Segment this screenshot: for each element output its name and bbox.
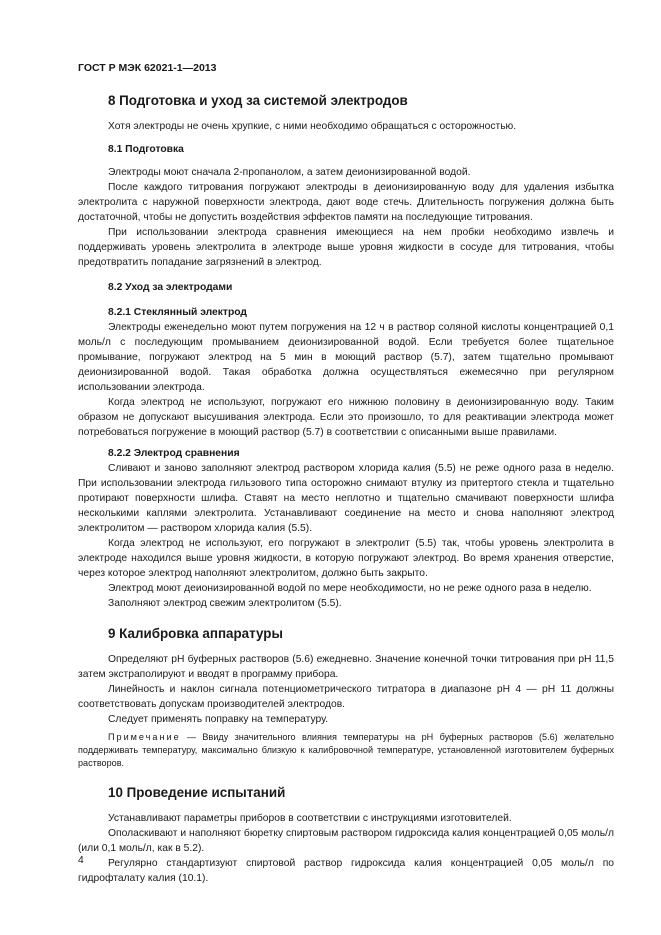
section-8-1-paragraph: Электроды моют сначала 2-пропанолом, а затем деионизированной водой. (108, 167, 471, 178)
section-8-intro: Хотя электроды не очень хрупкие, с ними необходимо обращаться с осторожностью. (108, 121, 517, 132)
section-8-2-2-paragraph: Когда электрод не используют, его погружают в электролит (5.5) так, чтобы уровень электролита в электроде находился выше уровня жидкости, в которую погружают электрод. Во время хранения отверстие, через которое электрод наполняют электролитом, должно быть закрыто. (78, 538, 614, 579)
section-8-2-1-heading: 8.2.1 Стеклянный электрод (108, 307, 247, 318)
section-8-2-2-paragraph: Сливают и заново заполняют электрод раствором хлорида калия (5.5) не реже одного раза в неделю. При использовании электрода гильзового типа осторожно снимают втулку из притертого стекла и тщательно протирают поверхности шлифа. Ставят на место неплотно и тщательно смачивают поверхности шлифа несколькими каплями электролита. Устанавливают соединение на место и снова наполняют электрод электролитом — раствором хлорида калия (5.5). (78, 463, 614, 534)
section-8-1-paragraph: При использовании электрода сравнения имеющиеся на нем пробки необходимо извлечь и поддерживать уровень электролита в электроде выше уровня жидкости в сосуде для титрования, чтобы предотвратить попадание загрязнений в электрод. (78, 227, 614, 268)
section-8-2-1-paragraph: Когда электрод не используют, погружают его нижнюю половину в деионизированную воду. Таким образом не допускают высушивания электрода. Если это произошло, то для реактивации электрода может потребоваться погружение в моющий раствор (5.7) в соответствии с описанными выше правилами. (78, 397, 614, 438)
section-8-2-2-paragraph: Электрод моют деионизированной водой по мере необходимости, но не реже одного раза в неделю. (108, 583, 592, 594)
section-10-paragraph: Устанавливают параметры приборов в соответствии с инструкциями изготовителей. (108, 813, 512, 824)
section-10-paragraph: Ополаскивают и наполняют бюретку спиртовым раствором гидроксида калия концентрацией 0,05 моль/л (или 0,1 моль/л, как в 5.2). (78, 828, 614, 854)
section-9-paragraph: Линейность и наклон сигнала потенциометрического титратора в диапазоне pH 4 — pH 11 должны соответствовать допускам производителей электродов. (78, 684, 614, 710)
section-8-1-paragraph: После каждого титрования погружают электроды в деионизированную воду для удаления избытка электролита с наружной поверхности электрода, дают воде стечь. Длительность погружения должна быть достаточной, чтобы не допустить воздействия эффектов памяти на последующие титрования. (78, 182, 614, 223)
section-8-2-1-paragraph: Электроды еженедельно моют путем погружения на 12 ч в раствор соляной кислоты концентрацией 0,1 моль/л с последующим промыванием деионизированной водой. Если требуется более тщательное промывание, погружают электрод на 5 мин в моющий раствор (5.7), затем тщательно промывают деионизированной водой. Такая обработка должна осуществляться ежемесячно при регулярном использовании электрода. (78, 322, 614, 393)
section-9-note (78, 731, 614, 770)
section-8-2-2-paragraph: Заполняют электрод свежим электролитом (5.5). (108, 598, 342, 609)
section-8-2-2-heading: 8.2.2 Электрод сравнения (108, 448, 240, 459)
section-9-paragraph: Следует применять поправку на температуру. (108, 714, 329, 725)
section-8-2-heading: 8.2 Уход за электродами (108, 282, 233, 293)
document-header: ГОСТ Р МЭК 62021-1—2013 (78, 62, 217, 74)
section-9-heading: 9 Калибровка аппаратуры (108, 626, 283, 641)
section-8-1-heading: 8.1 Подготовка (108, 144, 184, 155)
section-8-heading: 8 Подготовка и уход за системой электродов (108, 93, 408, 108)
section-10-paragraph: Регулярно стандартизуют спиртовой раствор гидроксида калия концентрацией 0,05 моль/л по гидрофталату калия (10.1). (78, 858, 614, 884)
note-label: Примечание (108, 732, 181, 742)
note-text: — Ввиду значительного влияния температуры на pH буферных растворов (5.6) желательно поддерживать температуру, максимально близкую к калибровочной температуре, установленной изготовителем буферных растворов. (78, 732, 614, 768)
section-9-paragraph: Определяют pH буферных растворов (5.6) ежедневно. Значение конечной точки титрования при pH 11,5 затем экстраполируют и вводят в программу прибора. (78, 654, 614, 680)
page-number: 4 (78, 855, 84, 866)
document-body (78, 92, 614, 886)
section-10-heading: 10 Проведение испытаний (108, 785, 286, 800)
